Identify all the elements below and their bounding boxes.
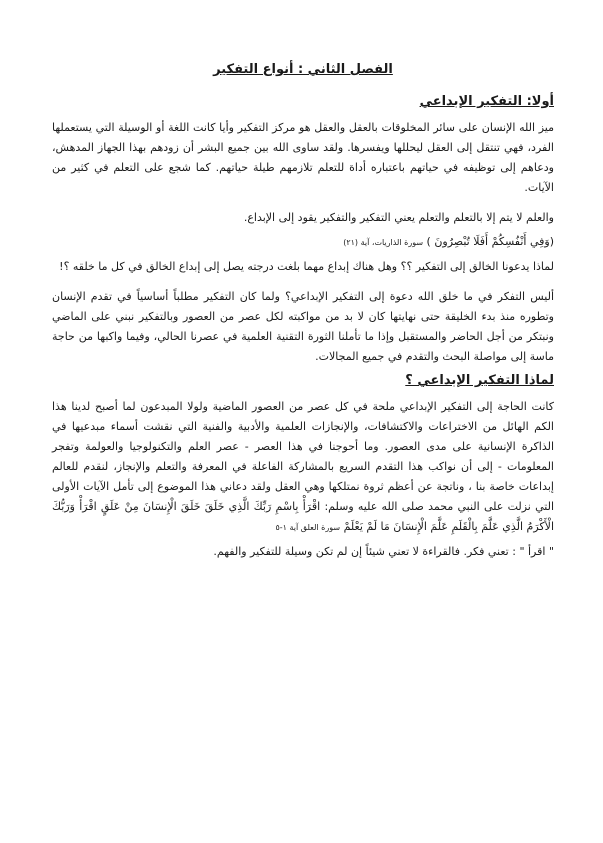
paragraph-knowledge: والعلم لا يتم إلا بالتعلم والتعلم يعني التفكير والتفكير يقود إلى الإبداع.: [243, 211, 554, 224]
paragraph-question: لماذا يدعونا الخالق إلى التفكير ؟؟ وهل هناك إبداع مهما بلغت درجته يصل إلى إبداع الخالق في كل ما خلقه ؟!: [59, 260, 554, 273]
document-page: [52, 60, 554, 566]
paragraph-reflection: أليس التفكر في ما خلق الله دعوة إلى التفكير الإبداعي؟ ولما كان التفكير مطلباً أساسياً في تقدم الإنسان وتطوره منذ بدء الخليقة حتى نهايتها كان لا بد من مواكبته لكل عصر من العصور وبالتفكير نبني على الماضي ونبتكر من أجل الحاضر والمستقبل وإذا ما تأملنا الثورة التقنية العلمية في عصرنا الحالي، وفيما واكبها من حاجة ماسة إلى مواصلة البحث والتقدم في جميع المجالات.: [52, 290, 554, 363]
quran-reference: سورة الذاريات، آية (٢١): [343, 238, 424, 247]
quran-verse-dhariyat: [52, 232, 554, 253]
section-heading-why-creative-thinking: لماذا التفكير الإبداعي ؟: [405, 373, 554, 388]
quran-verse-text: (وَفِي أَنْفُسِكُمْ أَفَلَا تُبْصِرُونَ ): [426, 235, 554, 248]
section-heading-creative-thinking: أولا: التفكير الإبداعي: [419, 94, 554, 109]
paragraph-read-means-think: " اقرأ " : تعني فكر. فالقراءة لا تعني شيئاً إن لم تكن وسيلة للتفكير والفهم.: [213, 545, 554, 558]
paragraph-need-for-creativity: [52, 397, 554, 538]
chapter-title: الفصل الثاني : أنواع التفكير: [213, 62, 393, 77]
paragraph-need-text: كانت الحاجة إلى التفكير الإبداعي ملحة في كل عصر من العصور الماضية ولولا المبدعون لما أصبح لدينا هذا الكم الهائل من الاختراعات والاكتشافات، والإنجازات العلمية والأدبية والفنية التي نقشت أسماء مبدعيها في الذاكرة الإنسانية على مدى العصور. وما أحوجنا في هذا العصر - عصر العلم والتكنولوجيا والعولمة وتفجر المعلومات - إلى أن نواكب هذا التقدم السريع بالمشاركة الفاعلة في المعرفة والتعلم والإنجاز، لنقدم للعالم إبداعات خاصة بنا ، وناتجة عن أعظم ثروة نمتلكها وهي العقل ولقد دعاني هذا الموضوع إلى تأمل الآيات الأولى التي نزلت على النبي محمد صلى الله عليه وسلم:: [52, 400, 555, 513]
quran-verse-alaq: اقْرَأْ بِاسْمِ رَبِّكَ الَّذِي خَلَقَ خَلَقَ الْإِنسَانَ مِنْ عَلَقٍ اقْرَأْ وَرَبُّكَ الْأَكْرَمُ الَّذِي عَلَّمَ بِالْقَلَمِ عَلَّمَ الْإِنسَانَ مَا لَمْ يَعْلَمْ: [52, 500, 554, 533]
quran-reference-alaq: سورة العلق آية ١-٥: [275, 523, 341, 532]
paragraph-intro: ميز الله الإنسان على سائر المخلوقات بالعقل والعقل هو مركز التفكير وأيا كانت اللغة أو الوسيلة التي يستعملها الفرد، فهي تنتقل إلى العقل ليحللها ويفسرها. ولقد ساوى الله بين جميع البشر أن زودهم بهذا الجهاز المدهش، ودعاهم إلى توظيفه في حياتهم باعتباره أداة للتعلم تلازمهم طيلة حياتهم. كما شجع على التعلم في كثير من الآيات.: [52, 121, 554, 194]
